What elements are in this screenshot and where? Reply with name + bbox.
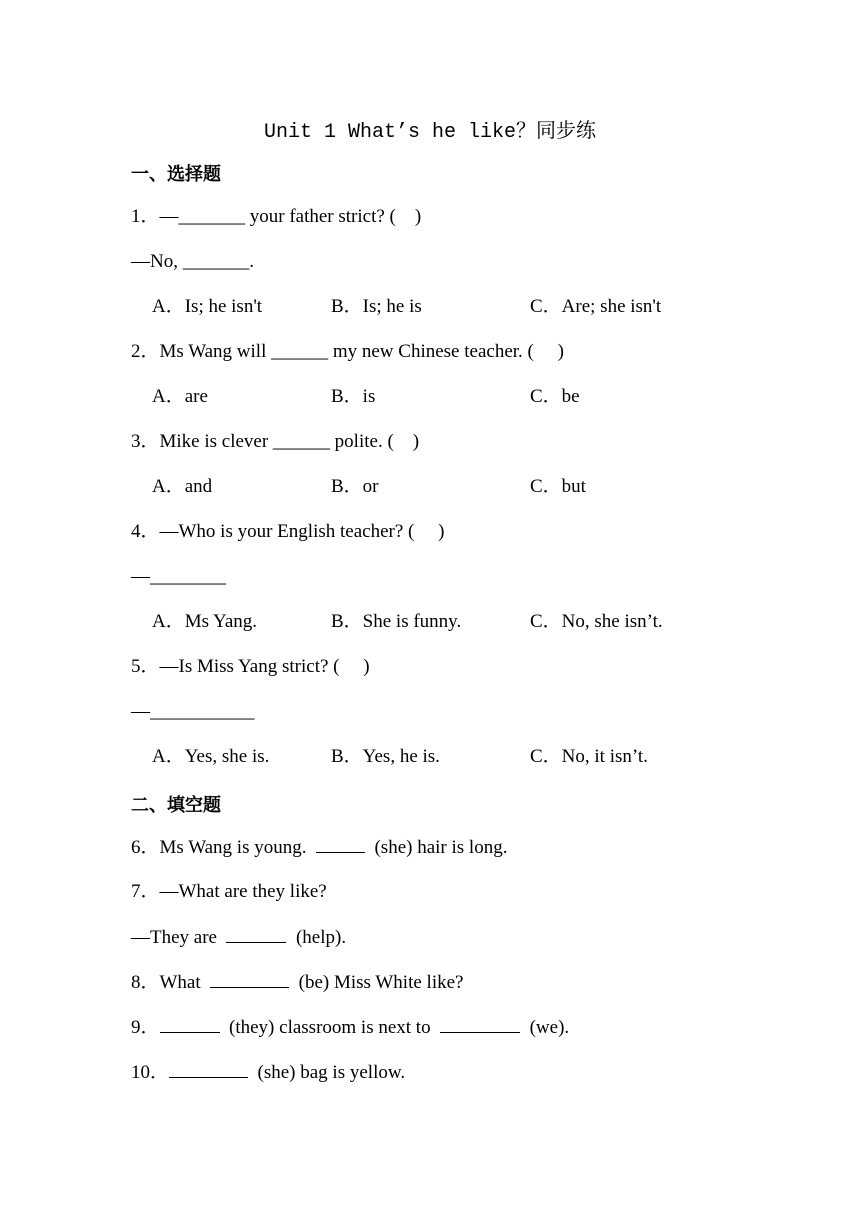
- question-3-option-c: C．but: [530, 476, 586, 497]
- question-8-lead: 8．What: [131, 972, 201, 993]
- question-2-stem: 2．Ms Wang will ______ my new Chinese teacher. ( ): [131, 341, 564, 362]
- question-8: [131, 971, 463, 994]
- question-4-stem: 4．—Who is your English teacher? ( ): [131, 521, 445, 542]
- question-6: [131, 836, 507, 859]
- question-1-answer-line: —No, _______.: [131, 251, 254, 272]
- question-9: [131, 1016, 569, 1039]
- question-7-lead: —They are: [131, 927, 217, 948]
- question-5-option-b: B．Yes, he is.: [331, 746, 440, 767]
- question-7-answer-line: [131, 926, 346, 949]
- question-2-option-c: C．be: [530, 386, 580, 407]
- question-4-answer-line: —________: [131, 566, 226, 587]
- question-3-option-a: A．and: [152, 476, 213, 497]
- question-10-rest: (she) bag is yellow.: [257, 1062, 406, 1083]
- section-heading-fill-in: 二、填空题: [131, 795, 221, 816]
- answer-blank[interactable]: [169, 1061, 248, 1078]
- section-heading-choice: 一、选择题: [131, 164, 221, 185]
- question-9-rest: (we).: [529, 1017, 570, 1038]
- question-5-answer-line: —___________: [131, 701, 255, 722]
- question-5-option-c: C．No, it isn’t.: [530, 746, 648, 767]
- question-8-rest: (be) Miss White like?: [298, 972, 464, 993]
- question-1-option-a: A．Is; he isn't: [152, 296, 263, 317]
- question-6-rest: (she) hair is long.: [374, 837, 508, 858]
- question-10-lead: 10．: [131, 1062, 170, 1083]
- answer-blank[interactable]: [440, 1016, 520, 1033]
- page-title: Unit 1 What’s he like？同步练: [263, 121, 597, 144]
- question-2-option-a: A．are: [152, 386, 208, 407]
- question-2-option-b: B．is: [331, 386, 376, 407]
- question-5-option-a: A．Yes, she is.: [152, 746, 270, 767]
- question-9-lead: 9．: [131, 1017, 160, 1038]
- question-1-option-c: C．Are; she isn't: [530, 296, 662, 317]
- answer-blank[interactable]: [160, 1016, 220, 1033]
- question-9-mid: (they) classroom is next to: [229, 1017, 431, 1038]
- answer-blank[interactable]: [316, 836, 365, 853]
- question-4-option-a: A．Ms Yang.: [152, 611, 258, 632]
- question-1-stem: 1．—_______ your father strict? ( ): [131, 206, 422, 227]
- question-3-stem: 3．Mike is clever ______ polite. ( ): [131, 431, 420, 452]
- question-7-stem: 7．—What are they like?: [131, 881, 327, 902]
- question-6-lead: 6．Ms Wang is young.: [131, 837, 307, 858]
- question-1-option-b: B．Is; he is: [331, 296, 422, 317]
- question-10: [131, 1061, 405, 1084]
- answer-blank[interactable]: [226, 926, 286, 943]
- question-5-stem: 5．—Is Miss Yang strict? ( ): [131, 656, 370, 677]
- question-3-option-b: B．or: [331, 476, 379, 497]
- question-4-option-b: B．She is funny.: [331, 611, 462, 632]
- answer-blank[interactable]: [210, 971, 289, 988]
- question-7-rest: (help).: [295, 927, 347, 948]
- question-4-option-c: C．No, she isn’t.: [530, 611, 663, 632]
